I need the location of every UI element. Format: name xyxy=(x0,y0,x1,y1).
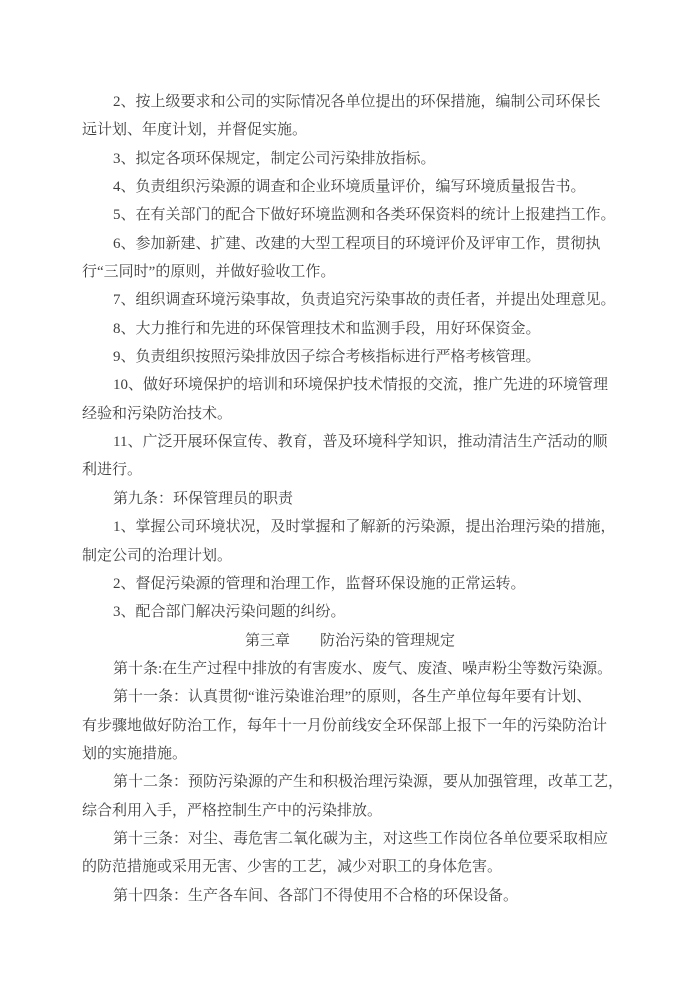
text-line: 的防范措施或采用无害、少害的工艺，减少对职工的身体危害。 xyxy=(82,859,503,876)
paragraph xyxy=(82,598,618,626)
text-line: 综合利用入手，严格控制生产中的污染排放。 xyxy=(82,802,383,819)
text-line: 8、大力推行和先进的环保管理技术和监测手段，用好环保资金。 xyxy=(113,320,541,337)
paragraph xyxy=(82,315,618,343)
text-line: 1、掌握公司环境状况，及时掌握和了解新的污染源，提出治理污染的措施， xyxy=(113,519,616,536)
document-body xyxy=(82,88,624,910)
text-line: 2、按上级要求和公司的实际情况各单位提出的环保措施，编制公司环保长 xyxy=(113,94,601,110)
text-line: 第十二条：预防污染源的产生和积极治理污染源，要从加强管理，改革工艺， xyxy=(113,774,624,791)
text-line: 经验和污染防治技术。 xyxy=(82,405,233,422)
text-line: 11、广泛开展环保宣传、教育，普及环境科学知识，推动清洁生产活动的顺 xyxy=(113,434,608,451)
paragraph xyxy=(82,173,618,201)
text-line: 2、督促污染源的管理和治理工作，监督环保设施的正常运转。 xyxy=(113,575,526,592)
chapter-heading-text: 第三章 防治污染的管理规定 xyxy=(244,632,455,649)
paragraph xyxy=(82,428,618,485)
text-line: 有步骤地做好防治工作，每年十一月份前线安全环保部上报下一年的污染防治计 xyxy=(82,717,608,734)
text-line: 利进行。 xyxy=(82,462,143,479)
text-line: 第十一条：认真贯彻“谁污染谁治理”的原则，各生产单位每年要有计划、 xyxy=(113,689,592,706)
paragraph xyxy=(82,485,618,513)
text-line: 6、参加新建、扩建、改建的大型工程项目的环境评价及评审工作，贯彻执 xyxy=(113,235,601,252)
text-line: 7、组织调查环境污染事故，负责追究污染事故的责任者，并提出处理意见。 xyxy=(113,292,616,309)
text-line: 第十条:在生产过程中排放的有害废水、废气、废渣、噪声粉尘等数污染源。 xyxy=(113,660,613,677)
text-line: 划的实施措施。 xyxy=(82,745,188,762)
text-line: 制定公司的治理计划。 xyxy=(82,547,233,564)
text-line: 远计划、年度计划，并督促实施。 xyxy=(82,122,308,139)
text-line: 第九条：环保管理员的职责 xyxy=(113,490,294,507)
text-line: 4、负责组织污染源的调查和企业环境质量评价，编写环境质量报告书。 xyxy=(113,179,586,196)
paragraph xyxy=(82,825,618,882)
text-line: 10、做好环境保护的培训和环境保护技术情报的交流，推广先进的环境管理 xyxy=(113,377,609,394)
text-line: 3、拟定各项环保规定，制定公司污染排放指标。 xyxy=(113,150,436,167)
paragraph xyxy=(82,145,618,173)
text-line: 9、负责组织按照污染排放因子综合考核指标进行严格考核管理。 xyxy=(113,349,541,366)
chapter-heading xyxy=(82,627,618,655)
paragraph xyxy=(82,201,618,229)
text-line: 3、配合部门解决污染问题的纠纷。 xyxy=(113,604,346,621)
text-line: 第十三条：对尘、毒危害二氧化碳为主，对这些工作岗位各单位要采取相应 xyxy=(113,830,609,847)
paragraph xyxy=(82,286,618,314)
text-line: 5、在有关部门的配合下做好环境监测和各类环保资料的统计上报建挡工作。 xyxy=(113,207,616,224)
paragraph xyxy=(82,655,618,683)
paragraph xyxy=(82,513,618,570)
paragraph xyxy=(82,882,618,910)
text-line: 行“三同时”的原则，并做好验收工作。 xyxy=(82,264,336,281)
paragraph xyxy=(82,570,618,598)
paragraph xyxy=(82,683,618,768)
text-line: 第十四条：生产各车间、各部门不得使用不合格的环保设备。 xyxy=(113,887,519,904)
paragraph xyxy=(82,768,624,825)
paragraph xyxy=(82,343,618,371)
paragraph xyxy=(82,230,618,287)
paragraph xyxy=(82,88,618,145)
paragraph xyxy=(82,371,618,428)
